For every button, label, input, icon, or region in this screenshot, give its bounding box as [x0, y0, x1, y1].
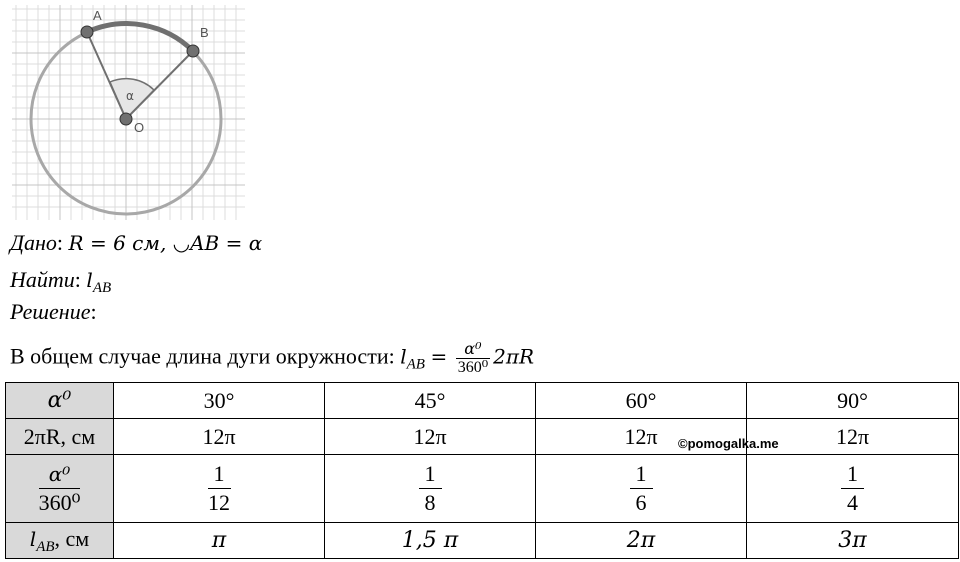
given-line: [10, 230, 262, 256]
l-value-cell: 1,5 π: [325, 523, 536, 559]
table-row-ratio: [6, 455, 959, 523]
find-sub: AB: [92, 280, 112, 296]
angle-cell: 45°: [325, 383, 536, 419]
l-value-cell: 2π: [536, 523, 747, 559]
ratio-num: 1: [841, 462, 864, 489]
general-formula-line: [10, 340, 534, 378]
ratio-den: 8: [424, 490, 436, 515]
angle-cell: 60°: [536, 383, 747, 419]
header-ratio: [6, 455, 114, 523]
header-2pir: 2πR, см: [6, 419, 114, 455]
two-pi-r-cell: 12π: [747, 419, 959, 455]
find-line: [10, 267, 111, 301]
formula-tail: 2πR: [493, 344, 535, 369]
label-o: O: [134, 120, 145, 135]
given-text: R = 6 см, ◡AB = α: [68, 231, 263, 255]
ratio-cell: [536, 455, 747, 523]
table-row-2pir: [6, 419, 959, 455]
header-ratio-den: 360⁰: [38, 490, 81, 515]
header-lab: [6, 523, 114, 559]
header-alpha: α⁰: [6, 383, 114, 419]
circle-figure: [0, 0, 260, 225]
point-o: [120, 113, 132, 125]
ratio-den: 4: [847, 490, 858, 515]
two-pi-r-cell: 12π: [536, 419, 747, 455]
table-row-lab: [6, 523, 959, 559]
ratio-cell: [325, 455, 536, 523]
ratio-cell: [114, 455, 325, 523]
formula-num: α⁰: [456, 340, 490, 359]
header-ratio-num: α⁰: [39, 462, 81, 489]
label-alpha: α: [126, 89, 134, 103]
angle-cell: 30°: [114, 383, 325, 419]
l-value-cell: 3π: [747, 523, 959, 559]
formula-l: l: [400, 344, 407, 369]
formula-fraction: [456, 340, 490, 377]
find-colon: :: [74, 267, 81, 292]
solution-colon: :: [90, 299, 97, 324]
point-b: [187, 45, 199, 57]
angle-cell: 90°: [747, 383, 959, 419]
header-ratio-fraction: [39, 462, 81, 515]
ratio-den: 6: [635, 490, 647, 515]
ratio-num: 1: [419, 462, 442, 489]
solution-line: [10, 299, 97, 325]
l-value-cell: π: [114, 523, 325, 559]
formula-eq: =: [430, 344, 448, 369]
table-row-angles: [6, 383, 959, 419]
find-label: Найти: [10, 267, 75, 292]
ratio-num: 1: [208, 462, 231, 489]
two-pi-r-cell: 12π: [114, 419, 325, 455]
general-text: В общем случае длина дуги окружности:: [10, 343, 395, 369]
two-pi-r-cell: 12π: [325, 419, 536, 455]
header-lab-l: l: [29, 526, 37, 551]
formula-den: 360⁰: [457, 359, 489, 376]
arc-ab: [87, 24, 193, 51]
ratio-cell: [747, 455, 959, 523]
solution-label: Решение: [10, 299, 91, 324]
label-b: B: [200, 25, 209, 40]
watermark: ©pomogalka.me: [678, 436, 779, 451]
header-lab-sub: AB: [36, 538, 55, 555]
label-a: A: [93, 8, 102, 23]
find-l: l: [86, 268, 93, 292]
ratio-den: 12: [208, 490, 230, 515]
header-lab-unit: , см: [54, 525, 90, 551]
ratio-num: 1: [630, 462, 653, 489]
given-label: Дано: [10, 230, 57, 255]
given-colon: :: [56, 230, 64, 255]
formula-sub: AB: [406, 356, 425, 373]
point-a: [81, 26, 93, 38]
arc-length-table: [5, 382, 959, 559]
